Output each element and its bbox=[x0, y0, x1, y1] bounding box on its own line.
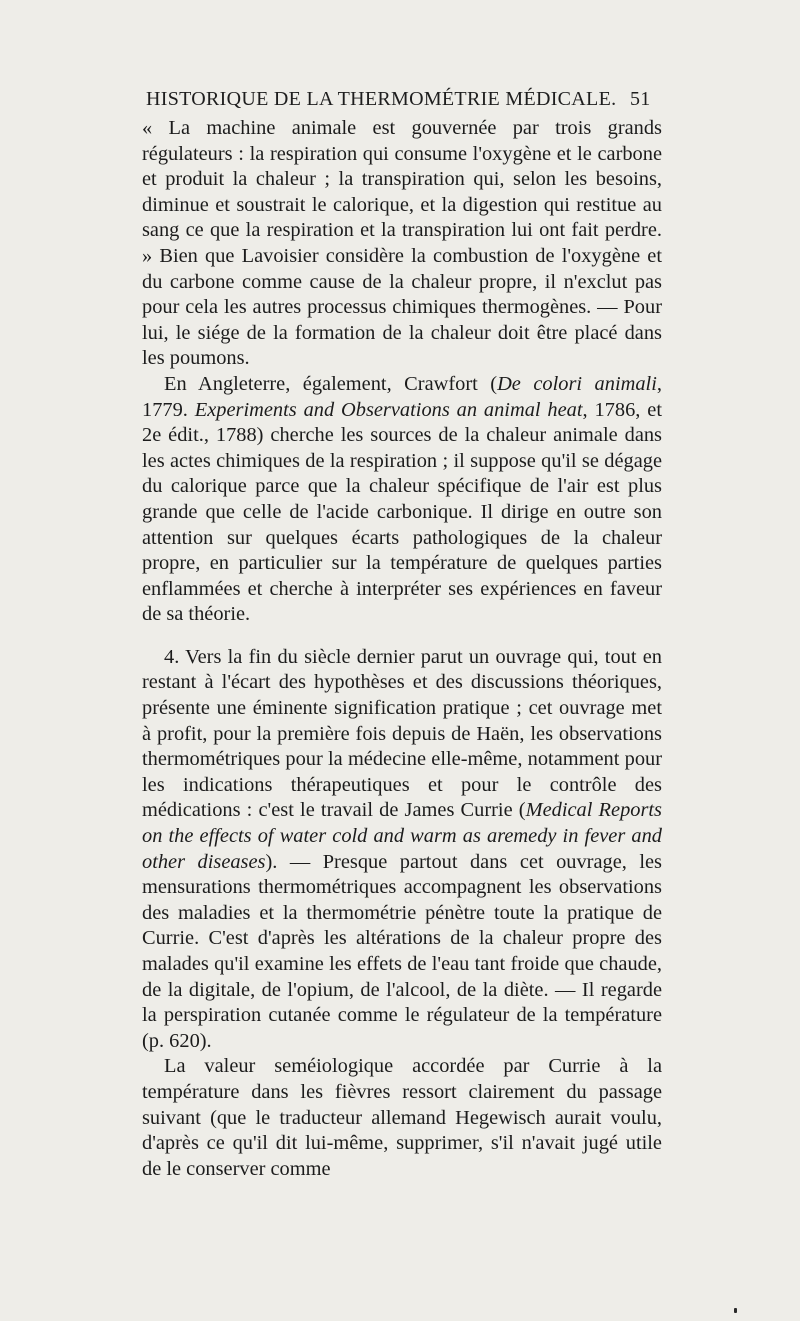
book-title-de-colori: De colori animali bbox=[497, 372, 657, 395]
text-segment: « La machine animale est gouvernée par trois grands régulateurs : la respiration qui consume l'oxygène et le carbone et produit la chaleur ; la transpiration qui, selon les besoins, diminue et soustrait le calorique, et la digestion qui restitue au sang ce que la respiration et la transpiration lui ont fait perdre. » Bien que Lavoisier considère la combustion de l'oxygène et du carbone comme cause de la chaleur propre, il n'exclut pas pour cela les autres processus chimiques thermogènes. — Pour lui, le siége de la formation de la chaleur doit être placé dans les poumons. bbox=[142, 117, 662, 370]
book-title-medical-reports: Medical Reports on the effects of water cold and warm as aremedy in fever and other diseases bbox=[142, 799, 662, 873]
text-segment: , 1779. bbox=[142, 372, 662, 421]
running-head-title: HISTORIQUE DE LA THERMOMÉTRIE MÉDICALE. bbox=[146, 88, 617, 110]
book-title-experiments: Experiments and Observations an animal heat bbox=[194, 398, 583, 421]
text-segment: ). — Presque partout dans cet ouvrage, les mensurations thermométriques accompagnent les observations des maladies et la thermométrie pénètre toute la pratique de Currie. C'est d'après les altérations de la chaleur propre des malades qu'il examine les effets de l'eau tant froide que chaude, de la digitale, de l'opium, de l'alcool, de la diète. — Il regarde la perspiration cutanée comme le régulateur de la température (p. 620). bbox=[142, 850, 662, 1052]
text-segment: 4. Vers la fin du siècle dernier parut un ouvrage qui, tout en restant à l'écart des hypothèses et des discussions théoriques, présente une éminente signification pratique ; cet ouvrage met à profit, pour la première fois depuis de Haën, les observations thermométriques pour la médecine elle-même, notamment pour les indications thérapeutiques et pour le contrôle des médications : c'est le travail de James Currie ( bbox=[142, 645, 662, 822]
paragraph-semeiology bbox=[142, 1054, 662, 1182]
page-number: 51 bbox=[630, 88, 651, 110]
paragraph-section-4-currie bbox=[142, 645, 662, 1055]
text-segment: En Angleterre, également, Crawfort ( bbox=[164, 372, 498, 395]
text-segment: La valeur seméiologique accordée par Currie à la température dans les fièvres ressort clairement du passage suivant (que le traducteur allemand Hegewisch aurait voulu, d'après ce qu'il dit lui-même, supprimer, s'il n'avait jugé utile de le conserver comme bbox=[142, 1055, 662, 1180]
text-segment: , 1786, et 2e édit., 1788) cherche les sources de la chaleur animale dans les actes chimiques de la respiration ; il suppose qu'il se dégage du calorique parce que la chaleur spécifique de l'air est plus grande que celle de l'acide carbonique. Il dirige en outre son attention sur quelques écarts pathologiques de la chaleur propre, en particulier sur la température de quelques parties enflammées et cherche à interpréter ses expériences en faveur de sa théorie. bbox=[142, 398, 662, 626]
ink-speck bbox=[734, 1308, 737, 1313]
body-text bbox=[142, 116, 662, 1182]
paragraph-lavoisier-quote bbox=[142, 116, 662, 372]
paragraph-crawfort bbox=[142, 372, 662, 628]
